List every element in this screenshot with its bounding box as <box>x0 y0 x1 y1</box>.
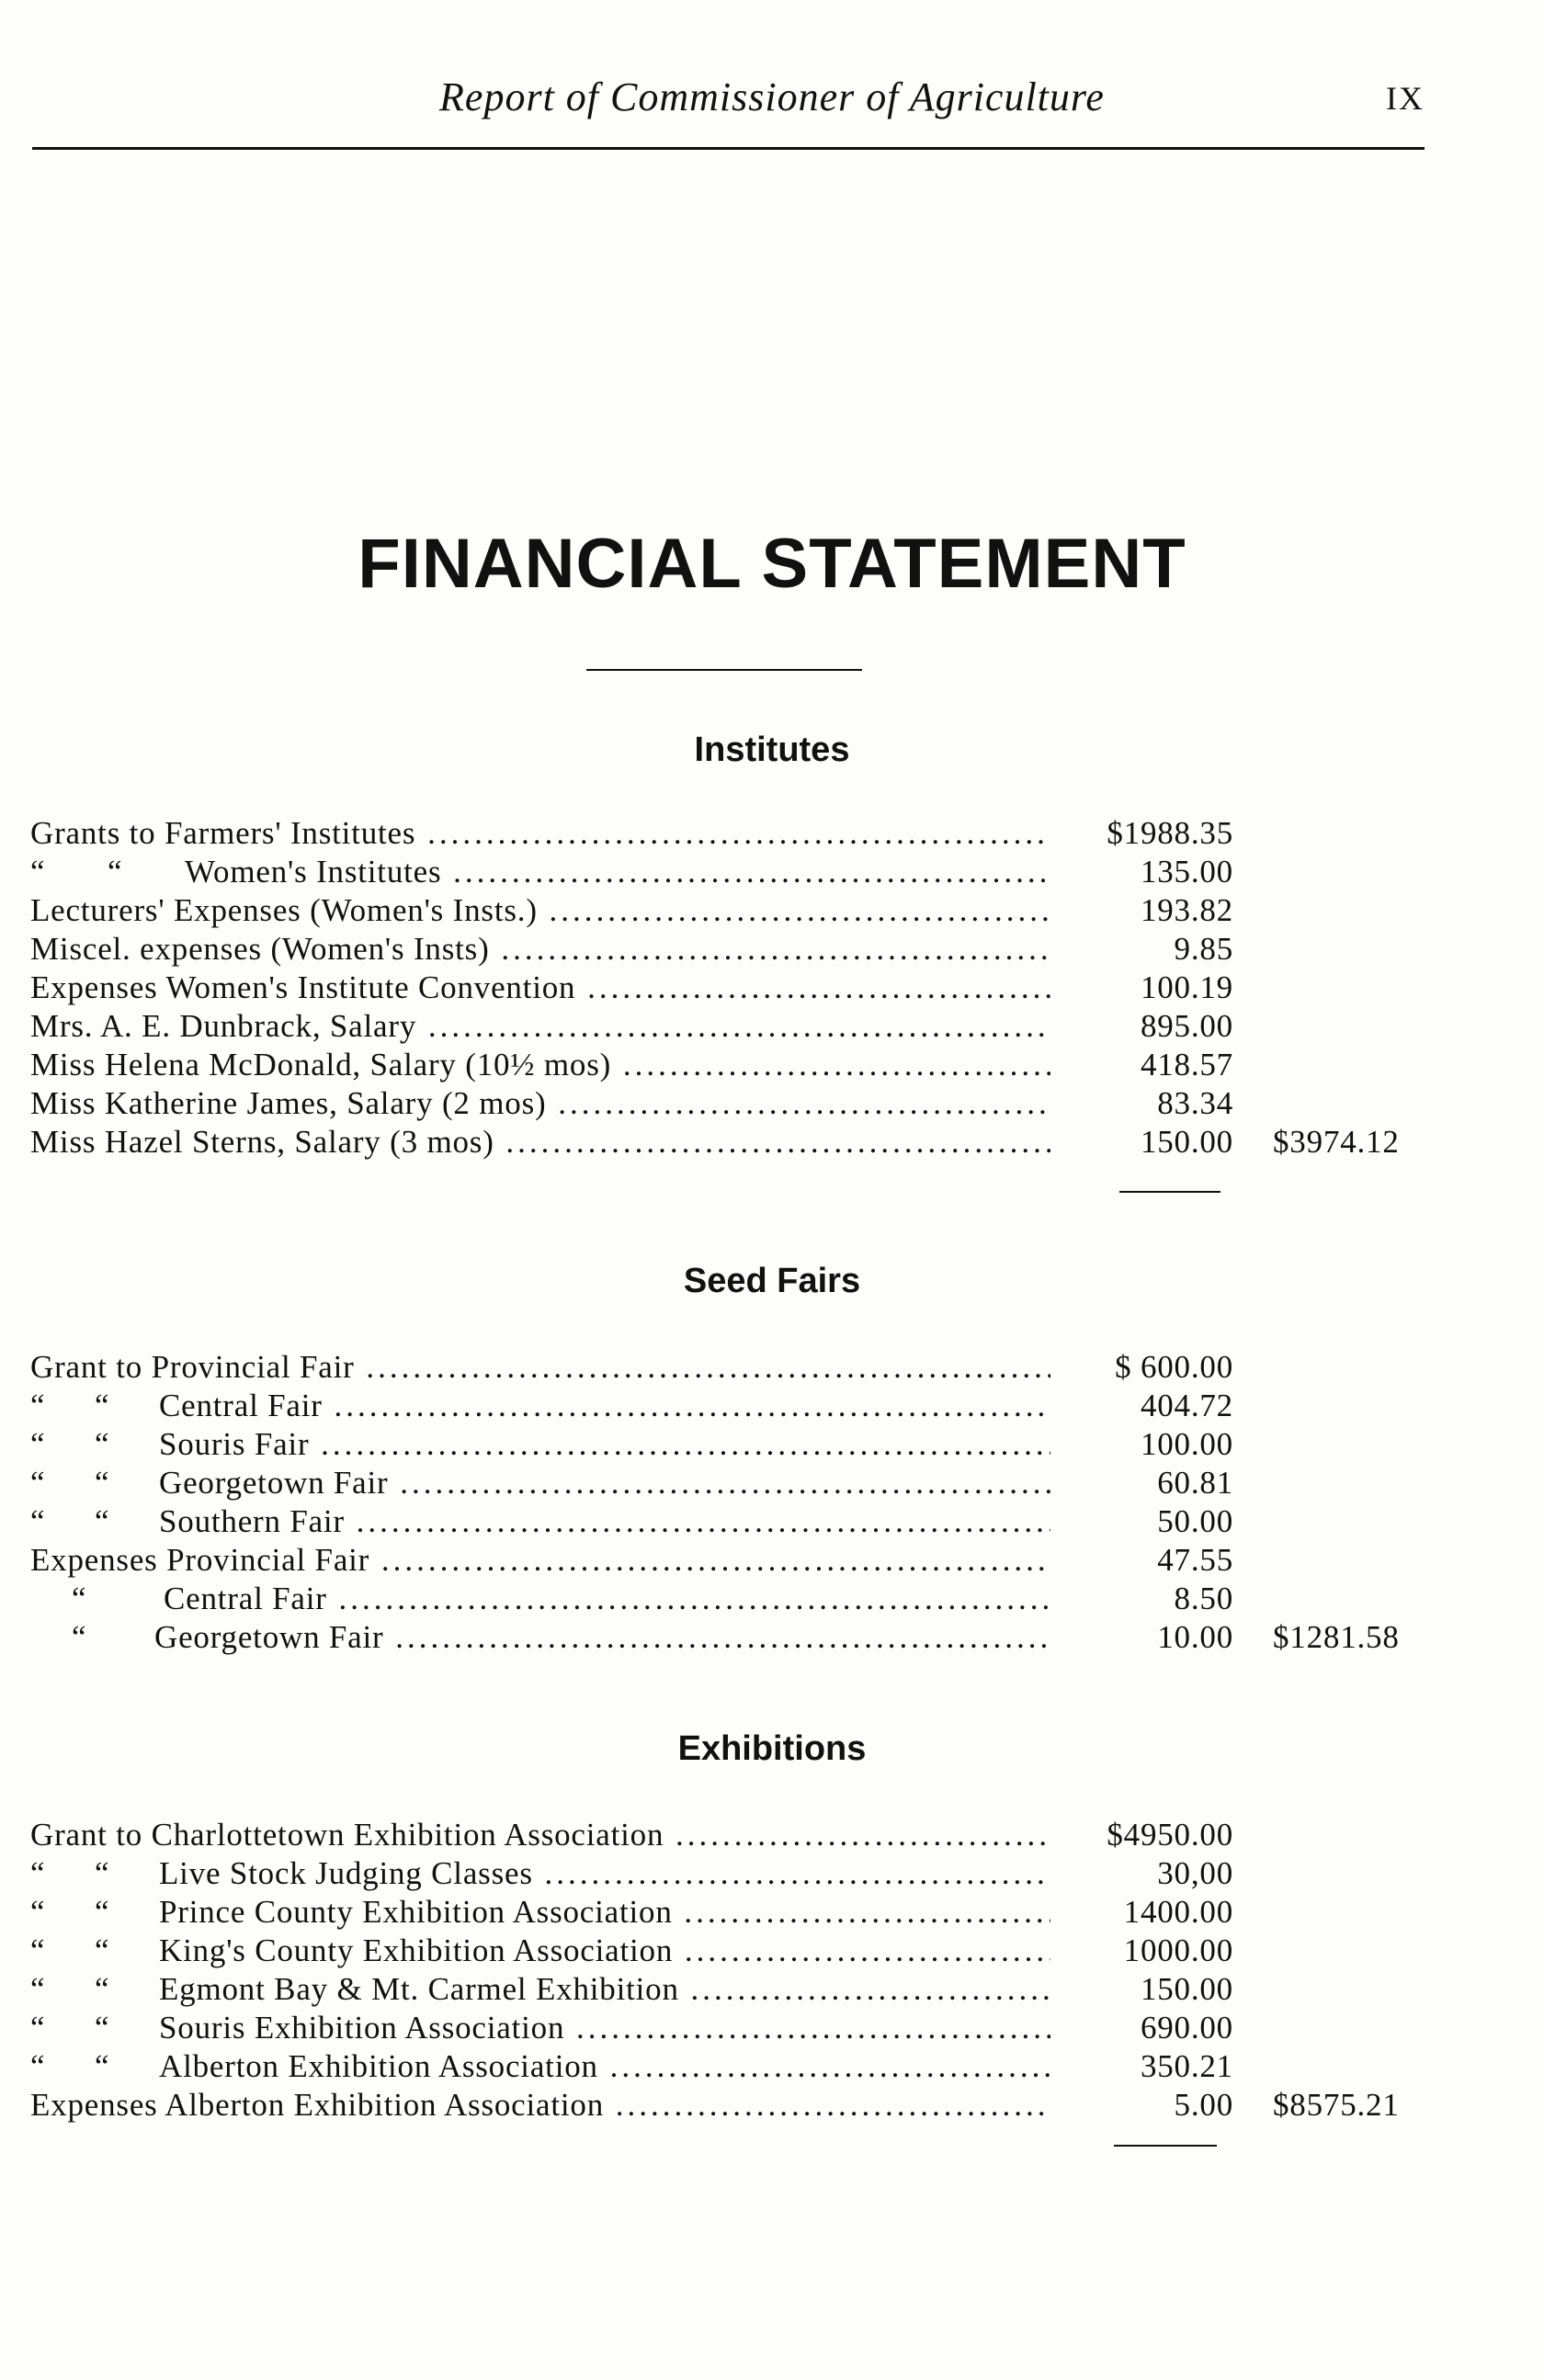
line-amount: $1988.35 <box>1099 814 1233 853</box>
ledger-row <box>0 1816 1544 1854</box>
ditto-mark: “ <box>95 1465 110 1501</box>
ledger-row <box>0 1541 1544 1580</box>
line-amount: 895.00 <box>1133 1007 1233 1046</box>
line-label: Expenses Provincial Fair <box>30 1542 370 1578</box>
ditto-mark: “ <box>30 1971 46 2007</box>
ledger-institutes <box>0 814 1544 1162</box>
line-label: Egmont Bay & Mt. Carmel Exhibition <box>159 1971 679 2007</box>
line-amount: $ 600.00 <box>1107 1348 1233 1387</box>
line-amount: 30,00 <box>1150 1854 1233 1893</box>
section-total: $8575.21 <box>1273 2087 1400 2123</box>
line-label: Lecturers' Expenses (Women's Insts.) <box>30 892 538 928</box>
ledger-row <box>0 1123 1544 1162</box>
line-label: Miss Hazel Sterns, Salary (3 mos) <box>30 1124 494 1160</box>
header-rule <box>32 147 1425 150</box>
line-amount: $4950.00 <box>1099 1816 1233 1854</box>
line-label: Miscel. expenses (Women's Insts) <box>30 931 490 967</box>
ledger-row <box>0 1425 1544 1464</box>
ditto-mark: “ <box>95 2048 110 2084</box>
line-amount: 83.34 <box>1150 1084 1233 1123</box>
ditto-mark: “ <box>30 854 46 890</box>
line-amount: 5.00 <box>1167 2086 1233 2125</box>
ledger-row <box>0 814 1544 853</box>
title-rule <box>586 669 862 671</box>
line-amount: 404.72 <box>1133 1387 1233 1425</box>
ledger-row <box>0 930 1544 969</box>
line-label: Live Stock Judging Classes <box>159 1855 533 1891</box>
line-amount: 100.00 <box>1133 1425 1233 1464</box>
ledger-row <box>0 1084 1544 1123</box>
line-label: Miss Katherine James, Salary (2 mos) <box>30 1085 547 1121</box>
ledger-row <box>0 1502 1544 1541</box>
ledger-row <box>0 2009 1544 2047</box>
ledger-row <box>0 1970 1544 2009</box>
line-label: Georgetown Fair <box>159 1465 389 1501</box>
line-label: Alberton Exhibition Association <box>159 2048 598 2084</box>
ledger-exhibitions <box>0 1816 1544 2125</box>
running-title: Report of Commissioner of Agriculture <box>439 74 1105 119</box>
sum-rule <box>1114 2145 1217 2147</box>
document-title: FINANCIAL STATEMENT <box>358 525 1186 603</box>
line-amount: 50.00 <box>1150 1502 1233 1541</box>
ditto-mark: “ <box>30 1932 46 1968</box>
line-amount: 1400.00 <box>1117 1893 1233 1932</box>
ditto-mark: “ <box>30 1503 46 1539</box>
line-label: Grants to Farmers' Institutes <box>30 815 416 851</box>
running-head <box>0 64 1544 129</box>
ditto-mark: “ <box>95 1855 110 1891</box>
ledger-row <box>0 1046 1544 1084</box>
page-number: IX <box>1386 80 1425 117</box>
ledger-row <box>0 1893 1544 1932</box>
line-label: Expenses Alberton Exhibition Association <box>30 2087 605 2123</box>
line-label: Souris Fair <box>159 1426 310 1462</box>
ditto-mark: “ <box>30 1465 46 1501</box>
line-label: Mrs. A. E. Dunbrack, Salary <box>30 1008 417 1044</box>
ledger-row <box>0 1618 1544 1657</box>
ledger-row <box>0 1932 1544 1970</box>
line-label: Miss Helena McDonald, Salary (10½ mos) <box>30 1047 612 1082</box>
ledger-row <box>0 1387 1544 1425</box>
line-label: Central Fair <box>159 1388 323 1423</box>
line-label: Souris Exhibition Association <box>159 2010 565 2046</box>
line-label: Prince County Exhibition Association <box>159 1894 673 1930</box>
line-label: Southern Fair <box>159 1503 345 1539</box>
ledger-row <box>0 1007 1544 1046</box>
line-label: Grant to Charlottetown Exhibition Association <box>30 1817 664 1853</box>
ledger-row <box>0 1464 1544 1502</box>
ditto-mark: “ <box>30 1894 46 1930</box>
ditto-mark: “ <box>72 1619 87 1655</box>
ledger-row <box>0 2086 1544 2125</box>
ditto-mark: “ <box>95 2010 110 2046</box>
section-total: $3974.12 <box>1273 1124 1400 1160</box>
line-amount: 1000.00 <box>1117 1932 1233 1970</box>
line-label: Grant to Provincial Fair <box>30 1349 355 1385</box>
line-amount: 60.81 <box>1150 1464 1233 1502</box>
ledger-row <box>0 1348 1544 1387</box>
line-amount: 8.50 <box>1167 1580 1233 1618</box>
ditto-mark: “ <box>95 1426 110 1462</box>
ledger-row <box>0 969 1544 1007</box>
ledger-row <box>0 2047 1544 2086</box>
ditto-mark: “ <box>30 2048 46 2084</box>
ditto-mark: “ <box>95 1388 110 1423</box>
ditto-mark: “ <box>30 2010 46 2046</box>
line-amount: 690.00 <box>1133 2009 1233 2047</box>
ditto-mark: “ <box>30 1426 46 1462</box>
sum-rule <box>1119 1191 1220 1193</box>
ledger-row <box>0 891 1544 930</box>
line-amount: 350.21 <box>1133 2047 1233 2086</box>
line-label: Expenses Women's Institute Convention <box>30 969 576 1005</box>
ditto-mark: “ <box>72 1581 87 1616</box>
line-amount: 150.00 <box>1133 1970 1233 2009</box>
ledger-row <box>0 1580 1544 1618</box>
section-total: $1281.58 <box>1273 1619 1400 1655</box>
ditto-mark: “ <box>30 1388 46 1423</box>
line-label: Women's Institutes <box>185 854 442 890</box>
ditto-mark: “ <box>95 1894 110 1930</box>
section-heading-institutes: Institutes <box>694 731 850 769</box>
line-amount: 418.57 <box>1133 1046 1233 1084</box>
line-amount: 9.85 <box>1167 930 1233 969</box>
ditto-mark: “ <box>95 1503 110 1539</box>
line-label: Central Fair <box>164 1581 327 1616</box>
section-heading-seed-fairs: Seed Fairs <box>683 1262 861 1300</box>
line-amount: 135.00 <box>1133 853 1233 891</box>
line-amount: 10.00 <box>1150 1618 1233 1657</box>
section-heading-exhibitions: Exhibitions <box>677 1729 867 1768</box>
ledger-seed-fairs <box>0 1348 1544 1657</box>
ditto-mark: “ <box>95 1971 110 2007</box>
ledger-row <box>0 853 1544 891</box>
ditto-mark: “ <box>108 854 123 890</box>
line-amount: 47.55 <box>1150 1541 1233 1580</box>
line-amount: 150.00 <box>1133 1123 1233 1162</box>
line-amount: 193.82 <box>1133 891 1233 930</box>
line-amount: 100.19 <box>1133 969 1233 1007</box>
line-label: Georgetown Fair <box>154 1619 384 1655</box>
line-label: King's County Exhibition Association <box>159 1932 674 1968</box>
ditto-mark: “ <box>95 1932 110 1968</box>
ditto-mark: “ <box>30 1855 46 1891</box>
ledger-row <box>0 1854 1544 1893</box>
